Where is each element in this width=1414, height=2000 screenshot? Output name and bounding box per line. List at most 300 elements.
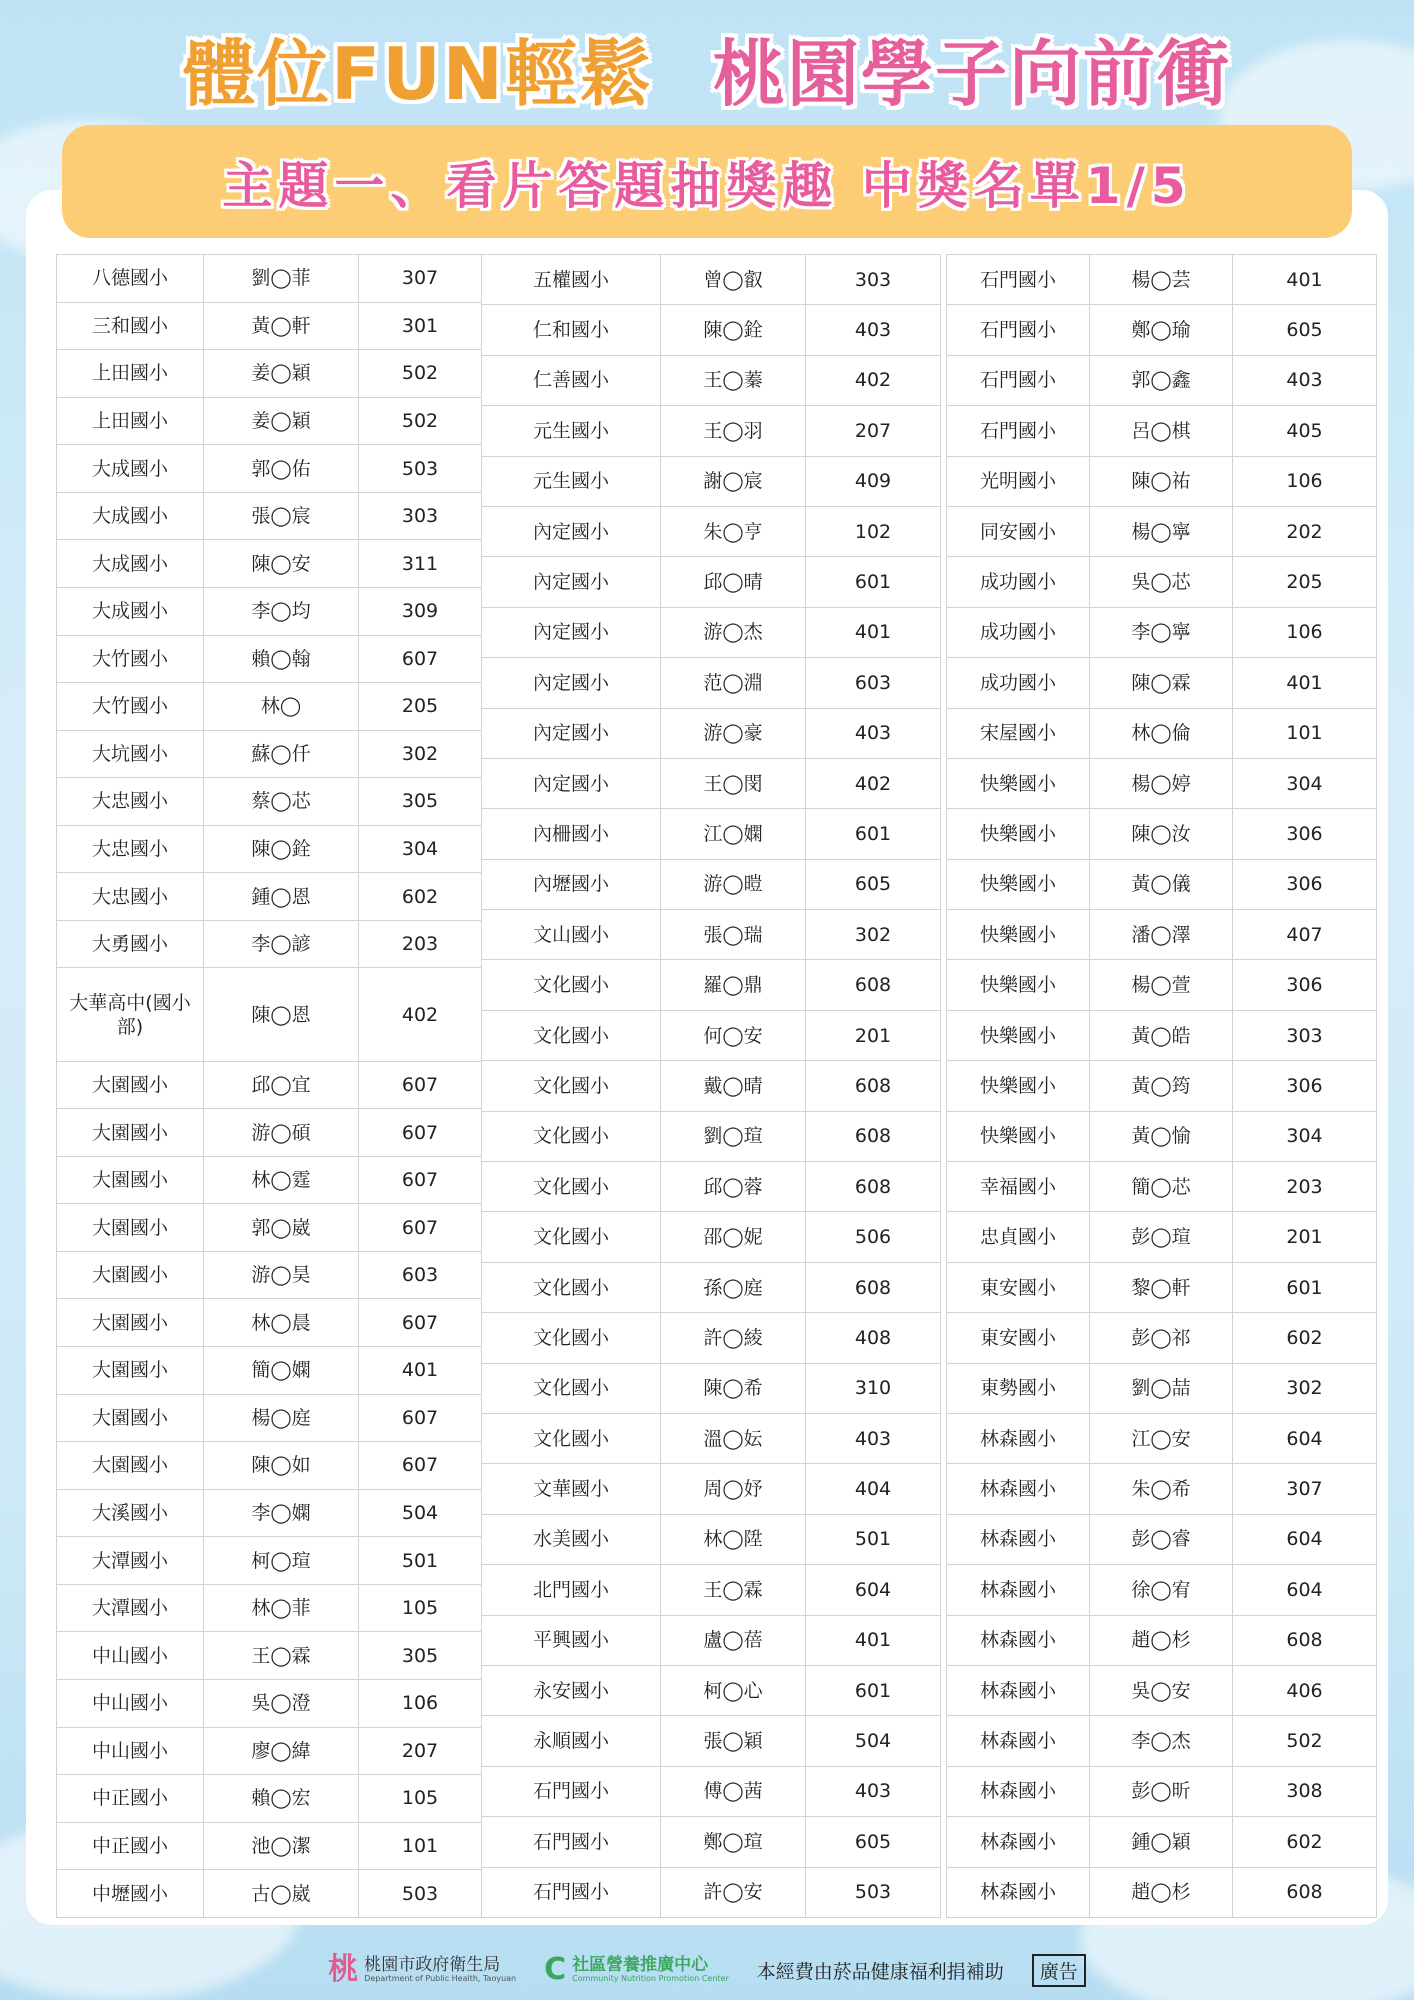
class-cell: 601 — [806, 557, 941, 607]
student-name-cell: 柯◯瑄 — [204, 1537, 359, 1585]
table-row — [57, 730, 482, 778]
student-name-cell: 郭◯鑫 — [1090, 355, 1233, 405]
class-cell: 608 — [806, 1111, 941, 1161]
school-cell: 大園國小 — [57, 1109, 204, 1157]
student-name-cell: 趙◯杉 — [1090, 1867, 1233, 1918]
class-cell: 102 — [806, 506, 941, 556]
school-cell: 大園國小 — [57, 1061, 204, 1109]
school-cell: 同安國小 — [947, 506, 1090, 556]
table-row — [947, 1565, 1377, 1615]
student-name-cell: 李◯嫻 — [204, 1489, 359, 1537]
school-cell: 大成國小 — [57, 540, 204, 588]
class-cell: 608 — [806, 960, 941, 1010]
student-name-cell: 李◯諺 — [204, 920, 359, 968]
school-cell: 內定國小 — [482, 506, 661, 556]
school-cell: 文化國小 — [482, 1212, 661, 1262]
student-name-cell: 陳◯霖 — [1090, 658, 1233, 708]
table-row — [57, 1251, 482, 1299]
table-row — [482, 355, 941, 405]
class-cell: 403 — [806, 305, 941, 355]
school-cell: 仁和國小 — [482, 305, 661, 355]
table-row — [947, 1817, 1377, 1867]
class-cell: 502 — [1233, 1716, 1377, 1766]
student-name-cell: 楊◯庭 — [204, 1394, 359, 1442]
class-cell: 502 — [359, 350, 482, 398]
class-cell: 203 — [1233, 1162, 1377, 1212]
school-cell: 內定國小 — [482, 658, 661, 708]
student-name-cell: 王◯羽 — [661, 406, 806, 456]
table-row — [482, 1867, 941, 1918]
school-cell: 石門國小 — [482, 1867, 661, 1918]
student-name-cell: 陳◯銓 — [661, 305, 806, 355]
table-row — [57, 1489, 482, 1537]
class-cell: 603 — [806, 658, 941, 708]
table-row — [947, 1313, 1377, 1363]
school-cell: 林森國小 — [947, 1716, 1090, 1766]
school-cell: 大成國小 — [57, 445, 204, 493]
table-row — [57, 492, 482, 540]
table-row — [947, 1716, 1377, 1766]
class-cell: 605 — [806, 1817, 941, 1867]
table-row — [482, 708, 941, 758]
table-row — [482, 255, 941, 305]
class-cell: 311 — [359, 540, 482, 588]
student-name-cell: 楊◯萱 — [1090, 960, 1233, 1010]
table-row — [482, 406, 941, 456]
student-name-cell: 古◯崴 — [204, 1870, 359, 1918]
class-cell: 403 — [806, 1413, 941, 1463]
student-name-cell: 彭◯祁 — [1090, 1313, 1233, 1363]
student-name-cell: 鍾◯穎 — [1090, 1817, 1233, 1867]
student-name-cell: 呂◯棋 — [1090, 406, 1233, 456]
school-cell: 石門國小 — [947, 305, 1090, 355]
table-row — [947, 1665, 1377, 1715]
class-cell: 501 — [359, 1537, 482, 1585]
school-cell: 大溪國小 — [57, 1489, 204, 1537]
school-cell: 大成國小 — [57, 587, 204, 635]
class-cell: 407 — [1233, 910, 1377, 960]
school-cell: 永安國小 — [482, 1665, 661, 1715]
table-row — [482, 758, 941, 808]
student-name-cell: 溫◯妘 — [661, 1413, 806, 1463]
table-row — [57, 825, 482, 873]
table-row — [947, 1212, 1377, 1262]
class-cell: 306 — [1233, 1061, 1377, 1111]
class-cell: 608 — [1233, 1615, 1377, 1665]
class-cell: 201 — [1233, 1212, 1377, 1262]
school-cell: 石門國小 — [482, 1766, 661, 1816]
school-cell: 林森國小 — [947, 1615, 1090, 1665]
class-cell: 604 — [806, 1565, 941, 1615]
student-name-cell: 張◯宸 — [204, 492, 359, 540]
school-cell: 林森國小 — [947, 1867, 1090, 1918]
school-cell: 大忠國小 — [57, 825, 204, 873]
student-name-cell: 朱◯希 — [1090, 1464, 1233, 1514]
class-cell: 305 — [359, 778, 482, 826]
school-cell: 北門國小 — [482, 1565, 661, 1615]
table-row — [482, 1061, 941, 1111]
school-cell: 中壢國小 — [57, 1870, 204, 1918]
student-name-cell: 周◯妤 — [661, 1464, 806, 1514]
student-name-cell: 鄭◯瑜 — [1090, 305, 1233, 355]
class-cell: 605 — [1233, 305, 1377, 355]
class-cell: 201 — [806, 1010, 941, 1060]
school-cell: 快樂國小 — [947, 758, 1090, 808]
class-cell: 406 — [1233, 1665, 1377, 1715]
student-name-cell: 鍾◯恩 — [204, 873, 359, 921]
class-cell: 307 — [1233, 1464, 1377, 1514]
student-name-cell: 黃◯儀 — [1090, 859, 1233, 909]
student-name-cell: 林◯霆 — [204, 1156, 359, 1204]
table-row — [482, 658, 941, 708]
class-cell: 607 — [359, 1299, 482, 1347]
student-name-cell: 李◯寧 — [1090, 607, 1233, 657]
student-name-cell: 羅◯鼎 — [661, 960, 806, 1010]
winner-table-3 — [946, 254, 1377, 1918]
table-row — [57, 1442, 482, 1490]
student-name-cell: 賴◯宏 — [204, 1775, 359, 1823]
class-cell: 105 — [359, 1584, 482, 1632]
table-row — [947, 355, 1377, 405]
table-row — [57, 1679, 482, 1727]
table-row — [482, 557, 941, 607]
table-row — [482, 1010, 941, 1060]
student-name-cell: 黃◯筠 — [1090, 1061, 1233, 1111]
school-cell: 林森國小 — [947, 1464, 1090, 1514]
class-cell: 607 — [359, 1061, 482, 1109]
table-row — [482, 1817, 941, 1867]
table-row — [482, 1413, 941, 1463]
school-cell: 平興國小 — [482, 1615, 661, 1665]
nutrition-leaf-logo-icon: C — [544, 1952, 567, 1987]
student-name-cell: 楊◯芸 — [1090, 255, 1233, 305]
school-cell: 成功國小 — [947, 557, 1090, 607]
class-cell: 310 — [806, 1363, 941, 1413]
school-cell: 東勢國小 — [947, 1363, 1090, 1413]
student-name-cell: 戴◯晴 — [661, 1061, 806, 1111]
student-name-cell: 陳◯安 — [204, 540, 359, 588]
table-row — [482, 1162, 941, 1212]
class-cell: 403 — [1233, 355, 1377, 405]
table-row — [482, 1212, 941, 1262]
winner-table-1 — [56, 254, 482, 1918]
table-row — [57, 445, 482, 493]
student-name-cell: 蔡◯芯 — [204, 778, 359, 826]
class-cell: 304 — [1233, 758, 1377, 808]
table-row — [57, 1061, 482, 1109]
table-row — [482, 960, 941, 1010]
org2-name: 社區營養推廣中心 — [572, 1954, 709, 1975]
class-cell: 604 — [1233, 1514, 1377, 1564]
title-left: 體位FUN輕鬆 — [183, 32, 653, 116]
school-cell: 快樂國小 — [947, 809, 1090, 859]
student-name-cell: 孫◯庭 — [661, 1262, 806, 1312]
class-cell: 604 — [1233, 1565, 1377, 1615]
table-row — [57, 1775, 482, 1823]
org2-english-name: Community Nutrition Promotion Center — [572, 1973, 729, 1983]
school-cell: 中山國小 — [57, 1727, 204, 1775]
school-cell: 林森國小 — [947, 1514, 1090, 1564]
school-cell: 中山國小 — [57, 1632, 204, 1680]
table-row — [57, 1632, 482, 1680]
class-cell: 504 — [806, 1716, 941, 1766]
table-row — [57, 635, 482, 683]
table-row — [947, 1464, 1377, 1514]
student-name-cell: 彭◯昕 — [1090, 1766, 1233, 1816]
table-row — [57, 778, 482, 826]
class-cell: 302 — [1233, 1363, 1377, 1413]
school-cell: 元生國小 — [482, 406, 661, 456]
school-cell: 石門國小 — [947, 406, 1090, 456]
school-cell: 快樂國小 — [947, 910, 1090, 960]
student-name-cell: 張◯瑞 — [661, 910, 806, 960]
table-row — [57, 540, 482, 588]
table-row — [947, 859, 1377, 909]
class-cell: 608 — [806, 1162, 941, 1212]
student-name-cell: 游◯豪 — [661, 708, 806, 758]
school-cell: 宋屋國小 — [947, 708, 1090, 758]
table-row — [57, 1537, 482, 1585]
class-cell: 304 — [1233, 1111, 1377, 1161]
student-name-cell: 劉◯喆 — [1090, 1363, 1233, 1413]
student-name-cell: 江◯嫻 — [661, 809, 806, 859]
student-name-cell: 陳◯希 — [661, 1363, 806, 1413]
student-name-cell: 江◯安 — [1090, 1413, 1233, 1463]
health-department-logo — [328, 1952, 517, 1987]
table-row — [947, 406, 1377, 456]
table-row — [947, 1262, 1377, 1312]
school-cell: 大園國小 — [57, 1251, 204, 1299]
student-name-cell: 李◯杰 — [1090, 1716, 1233, 1766]
table-row — [57, 968, 482, 1061]
student-name-cell: 林◯陞 — [661, 1514, 806, 1564]
school-cell: 文化國小 — [482, 1111, 661, 1161]
class-cell: 301 — [359, 302, 482, 350]
school-cell: 大竹國小 — [57, 683, 204, 731]
student-name-cell: 陳◯銓 — [204, 825, 359, 873]
school-cell: 八德國小 — [57, 255, 204, 303]
table-row — [947, 607, 1377, 657]
class-cell: 303 — [1233, 1010, 1377, 1060]
school-cell: 成功國小 — [947, 658, 1090, 708]
student-name-cell: 游◯杰 — [661, 607, 806, 657]
student-name-cell: 姜◯穎 — [204, 397, 359, 445]
school-cell: 內定國小 — [482, 708, 661, 758]
school-cell: 內定國小 — [482, 557, 661, 607]
student-name-cell: 林◯倫 — [1090, 708, 1233, 758]
class-cell: 404 — [806, 1464, 941, 1514]
table-row — [947, 758, 1377, 808]
student-name-cell: 郭◯崴 — [204, 1204, 359, 1252]
table-row — [482, 1766, 941, 1816]
student-name-cell: 陳◯恩 — [204, 968, 359, 1061]
table-row — [947, 557, 1377, 607]
class-cell: 303 — [806, 255, 941, 305]
student-name-cell: 黎◯軒 — [1090, 1262, 1233, 1312]
class-cell: 503 — [806, 1867, 941, 1918]
table-row — [947, 910, 1377, 960]
table-row — [947, 960, 1377, 1010]
student-name-cell: 趙◯杉 — [1090, 1615, 1233, 1665]
school-cell: 永順國小 — [482, 1716, 661, 1766]
table-row — [947, 1867, 1377, 1918]
table-row — [947, 1162, 1377, 1212]
student-name-cell: 簡◯嫻 — [204, 1347, 359, 1395]
student-name-cell: 彭◯睿 — [1090, 1514, 1233, 1564]
student-name-cell: 范◯淵 — [661, 658, 806, 708]
table-row — [947, 1061, 1377, 1111]
table-row — [947, 305, 1377, 355]
school-cell: 大勇國小 — [57, 920, 204, 968]
school-cell: 快樂國小 — [947, 960, 1090, 1010]
school-cell: 五權國小 — [482, 255, 661, 305]
student-name-cell: 徐◯宥 — [1090, 1565, 1233, 1615]
table-row — [482, 1565, 941, 1615]
school-cell: 快樂國小 — [947, 859, 1090, 909]
class-cell: 306 — [1233, 859, 1377, 909]
student-name-cell: 王◯蓁 — [661, 355, 806, 405]
school-cell: 石門國小 — [482, 1817, 661, 1867]
school-cell: 內壢國小 — [482, 859, 661, 909]
student-name-cell: 柯◯心 — [661, 1665, 806, 1715]
school-cell: 林森國小 — [947, 1817, 1090, 1867]
school-cell: 忠貞國小 — [947, 1212, 1090, 1262]
class-cell: 207 — [806, 406, 941, 456]
student-name-cell: 楊◯寧 — [1090, 506, 1233, 556]
student-name-cell: 游◯昊 — [204, 1251, 359, 1299]
class-cell: 307 — [359, 255, 482, 303]
table-row — [947, 658, 1377, 708]
class-cell: 608 — [806, 1262, 941, 1312]
student-name-cell: 賴◯翰 — [204, 635, 359, 683]
class-cell: 405 — [1233, 406, 1377, 456]
student-name-cell: 邵◯妮 — [661, 1212, 806, 1262]
school-cell: 成功國小 — [947, 607, 1090, 657]
student-name-cell: 姜◯穎 — [204, 350, 359, 398]
school-cell: 水美國小 — [482, 1514, 661, 1564]
student-name-cell: 陳◯如 — [204, 1442, 359, 1490]
class-cell: 106 — [1233, 607, 1377, 657]
table-row — [57, 920, 482, 968]
school-cell: 中正國小 — [57, 1822, 204, 1870]
school-cell: 石門國小 — [947, 355, 1090, 405]
class-cell: 304 — [359, 825, 482, 873]
student-name-cell: 吳◯安 — [1090, 1665, 1233, 1715]
school-cell: 大園國小 — [57, 1299, 204, 1347]
table-row — [482, 910, 941, 960]
class-cell: 403 — [806, 1766, 941, 1816]
class-cell: 607 — [359, 635, 482, 683]
table-row — [482, 1313, 941, 1363]
school-cell: 大坑國小 — [57, 730, 204, 778]
student-name-cell: 張◯穎 — [661, 1716, 806, 1766]
table-row — [57, 350, 482, 398]
school-cell: 大潭國小 — [57, 1537, 204, 1585]
class-cell: 607 — [359, 1156, 482, 1204]
table-row — [57, 873, 482, 921]
winner-table-2 — [481, 254, 941, 1918]
school-cell: 三和國小 — [57, 302, 204, 350]
school-cell: 大園國小 — [57, 1347, 204, 1395]
table-row — [57, 1204, 482, 1252]
school-cell: 東安國小 — [947, 1313, 1090, 1363]
table-row — [482, 456, 941, 506]
school-cell: 大忠國小 — [57, 778, 204, 826]
school-cell: 林森國小 — [947, 1413, 1090, 1463]
class-cell: 603 — [359, 1251, 482, 1299]
school-cell: 元生國小 — [482, 456, 661, 506]
table-row — [57, 1870, 482, 1918]
table-row — [57, 255, 482, 303]
class-cell: 306 — [1233, 960, 1377, 1010]
table-row — [947, 1363, 1377, 1413]
class-cell: 403 — [806, 708, 941, 758]
school-cell: 大園國小 — [57, 1394, 204, 1442]
class-cell: 504 — [359, 1489, 482, 1537]
student-name-cell: 王◯霖 — [204, 1632, 359, 1680]
class-cell: 302 — [806, 910, 941, 960]
table-row — [482, 1514, 941, 1564]
table-row — [482, 1665, 941, 1715]
table-row — [57, 1299, 482, 1347]
class-cell: 602 — [1233, 1313, 1377, 1363]
student-name-cell: 游◯碩 — [204, 1109, 359, 1157]
school-cell: 光明國小 — [947, 456, 1090, 506]
table-row — [57, 1347, 482, 1395]
student-name-cell: 邱◯蓉 — [661, 1162, 806, 1212]
student-name-cell: 鄭◯瑄 — [661, 1817, 806, 1867]
table-row — [57, 1727, 482, 1775]
table-row — [947, 708, 1377, 758]
class-cell: 402 — [359, 968, 482, 1061]
table-row — [482, 305, 941, 355]
school-cell: 文華國小 — [482, 1464, 661, 1514]
class-cell: 106 — [359, 1679, 482, 1727]
school-cell: 上田國小 — [57, 397, 204, 445]
school-cell: 幸福國小 — [947, 1162, 1090, 1212]
class-cell: 408 — [806, 1313, 941, 1363]
table-row — [57, 1156, 482, 1204]
class-cell: 202 — [1233, 506, 1377, 556]
class-cell: 305 — [359, 1632, 482, 1680]
class-cell: 105 — [359, 1775, 482, 1823]
school-cell: 大園國小 — [57, 1442, 204, 1490]
table-row — [482, 1464, 941, 1514]
student-name-cell: 蘇◯仟 — [204, 730, 359, 778]
student-name-cell: 林◯晨 — [204, 1299, 359, 1347]
class-cell: 401 — [1233, 658, 1377, 708]
table-row — [947, 1111, 1377, 1161]
school-cell: 中正國小 — [57, 1775, 204, 1823]
class-cell: 309 — [359, 587, 482, 635]
class-cell: 605 — [806, 859, 941, 909]
class-cell: 401 — [359, 1347, 482, 1395]
table-row — [57, 587, 482, 635]
student-name-cell: 邱◯晴 — [661, 557, 806, 607]
table-row — [947, 1413, 1377, 1463]
school-cell: 大華高中(國小部) — [57, 968, 204, 1061]
school-cell: 大竹國小 — [57, 635, 204, 683]
table-row — [947, 456, 1377, 506]
class-cell: 604 — [1233, 1413, 1377, 1463]
class-cell: 501 — [806, 1514, 941, 1564]
table-row — [482, 1615, 941, 1665]
class-cell: 602 — [359, 873, 482, 921]
school-cell: 快樂國小 — [947, 1061, 1090, 1111]
subtitle-banner — [62, 125, 1352, 238]
table-row — [482, 1363, 941, 1413]
school-cell: 林森國小 — [947, 1665, 1090, 1715]
